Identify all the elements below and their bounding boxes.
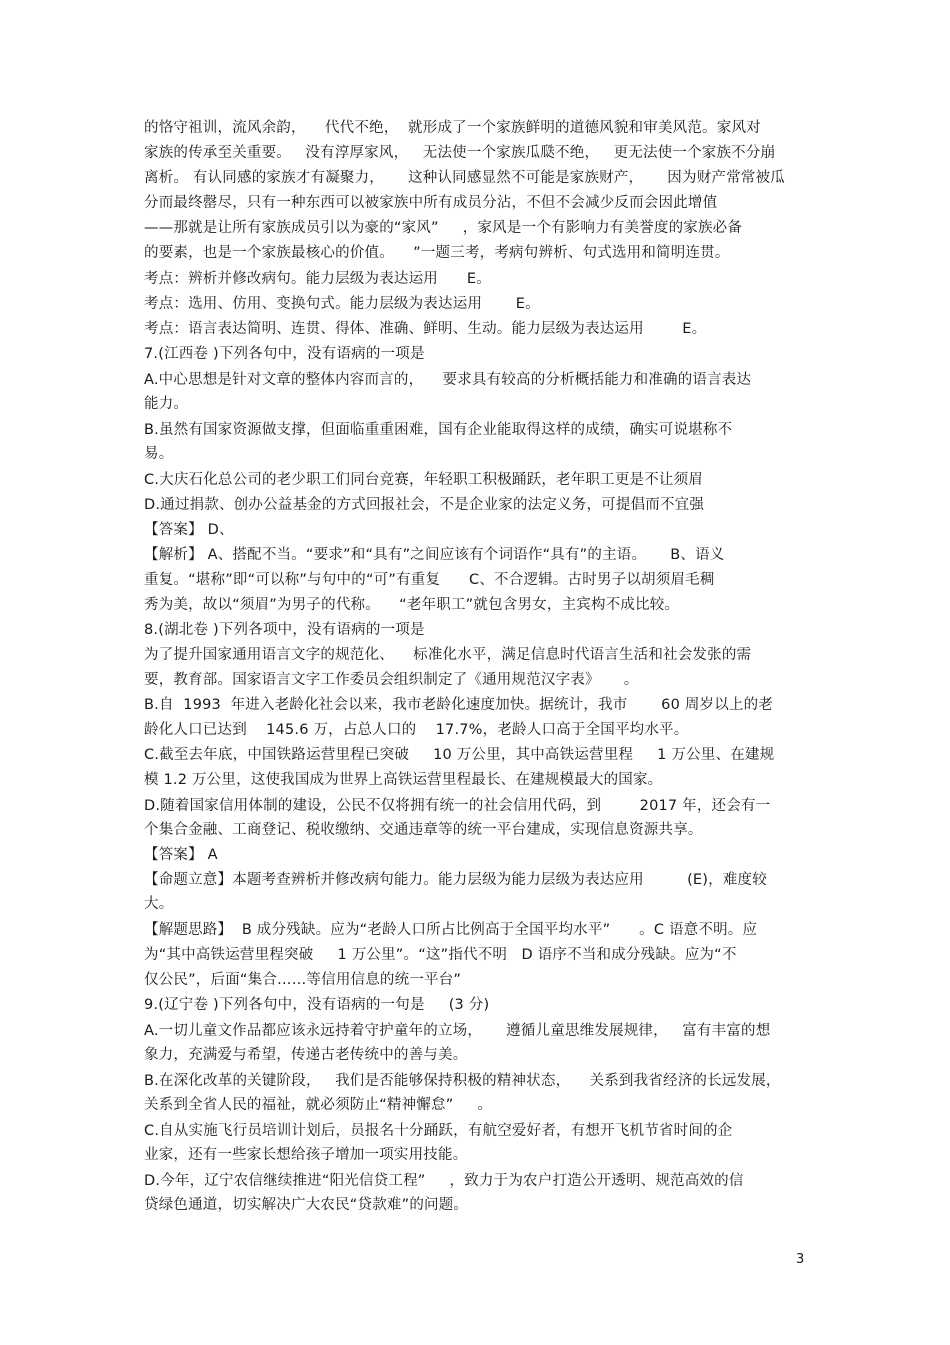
text-line: 【解题思路】 B 成分残缺。应为“老龄人口所占比例高于全国平均水平” 。C 语意不明。应: [144, 922, 758, 938]
text-line: 为了提升国家通用语言文字的规范化、 标准化水平，满足信息时代语言生活和社会发张的需: [144, 647, 752, 663]
text-line: C.截至去年底，中国铁路运营里程已突破 10 万公里，其中高铁运营里程 1 万公里、在建规: [144, 747, 775, 763]
text-line: 考点：选用、仿用、变换句式。能力层级为表达运用 E。: [144, 296, 540, 312]
text-line: 【命题立意】本题考查辨析并修改病句能力。能力层级为能力层级为表达应用 (E)，难度较: [144, 872, 767, 888]
text-line: 离析。 有认同感的家族才有凝聚力， 这种认同感显然不可能是家族财产， 因为财产常常被瓜: [144, 170, 785, 186]
text-line: 龄化人口已达到 145.6 万，占总人口的 17.7%，老龄人口高于全国平均水平。: [144, 722, 689, 738]
text-line: D.通过捐款、创办公益基金的方式回报社会，不是企业家的法定义务，可提倡而不宜强: [144, 497, 705, 513]
text-line: 8.(湖北卷 )下列各项中，没有语病的一项是: [144, 622, 425, 638]
text-line: 9.(辽宁卷 )下列各句中，没有语病的一句是 (3 分): [144, 997, 490, 1013]
text-line: A.中心思想是针对文章的整体内容而言的， 要求具有较高的分析概括能力和准确的语言表达: [144, 372, 752, 388]
text-line: 象力，充满爱与希望，传递古老传统中的善与美。: [144, 1047, 468, 1063]
text-line: 【解析】 A、搭配不当。“要求”和“具有”之间应该有个词语作“具有”的主语。 B、语义: [144, 547, 725, 563]
text-line: 要，教育部。国家语言文字工作委员会组织制定了《通用规范汉字表》 。: [144, 672, 639, 688]
text-line: 【答案】 D、: [144, 522, 234, 538]
text-line: B.虽然有国家资源做支撑，但面临重重困难，国有企业能取得这样的成绩，确实可说堪称不: [144, 422, 733, 438]
text-line: ——那就是让所有家族成员引以为豪的“家风” ，家风是一个有影响力有美誉度的家族必备: [144, 220, 743, 236]
page-number: 3: [796, 1252, 805, 1267]
text-line: 模 1.2 万公里，这使我国成为世界上高铁运营里程最长、在建规模最大的国家。: [144, 772, 663, 788]
text-line: 考点：语言表达简明、连贯、得体、准确、鲜明、生动。能力层级为表达运用 E。: [144, 321, 707, 337]
text-line: 贷绿色通道，切实解决广大农民“贷款难”的问题。: [144, 1197, 469, 1213]
text-line: 【答案】 A: [144, 847, 218, 863]
text-line: 秀为美，故以“须眉”为男子的代称。 “老年职工”就包含男女，主宾构不成比较。: [144, 597, 680, 613]
text-line: C.自从实施飞行员培训计划后，员报名十分踊跃，有航空爱好者，有想开飞机节省时间的企: [144, 1123, 733, 1139]
text-line: 易。: [144, 446, 174, 462]
text-line: 为“其中高铁运营里程突破 1 万公里”。“这”指代不明 D 语序不当和成分残缺。应为“不: [144, 947, 737, 963]
text-line: 重复。“堪称”即“可以称”与句中的“可”有重复 C、不合逻辑。古时男子以胡须眉毛稠: [144, 572, 715, 588]
text-line: D.随着国家信用体制的建设，公民不仅将拥有统一的社会信用代码，到 2017 年，还会有一: [144, 798, 771, 814]
text-line: B.在深化改革的关键阶段， 我们是否能够保持积极的精神状态， 关系到我省经济的长远发展，: [144, 1073, 781, 1089]
text-line: 仅公民”，后面“集合……等信用信息的统一平台”: [144, 972, 462, 988]
text-line: 家族的传承至关重要。 没有淳厚家风， 无法使一个家族瓜瓞不绝， 更无法使一个家族不分崩: [144, 145, 776, 161]
text-line: 能力。: [144, 396, 189, 412]
text-line: A.一切儿童文作品都应该永远持着守护童年的立场， 遵循儿童思维发展规律， 富有丰富的想: [144, 1023, 771, 1039]
text-line: 个集合金融、工商登记、税收缴纳、交通违章等的统一平台建成，实现信息资源共享。: [144, 822, 703, 838]
text-line: 的要素，也是一个家族最核心的价值。 ”一题三考，考病句辨析、句式选用和简明连贯。: [144, 245, 730, 261]
text-line: 的恪守祖训，流风余韵， 代代不绝， 就形成了一个家族鲜明的道德风貌和审美风范。家风对: [144, 120, 761, 136]
text-line: 考点：辨析并修改病句。能力层级为表达运用 E。: [144, 271, 491, 287]
text-line: B.自 1993 年进入老龄化社会以来，我市老龄化速度加快。据统计，我市 60 周岁以上的老: [144, 697, 774, 713]
text-line: 关系到全省人民的福祉，就必须防止“精神懈怠” 。: [144, 1097, 493, 1113]
text-line: C.大庆石化总公司的老少职工们同台竞赛，年轻职工积极踊跃，老年职工更是不让须眉: [144, 472, 704, 488]
text-line: 分而最终罄尽，只有一种东西可以被家族中所有成员分沾，不但不会减少反而会因此增值: [144, 195, 718, 211]
text-line: D.今年，辽宁农信继续推进“阳光信贷工程” ，致力于为农户打造公开透明、规范高效的信: [144, 1173, 744, 1189]
text-line: 大。: [144, 896, 174, 912]
text-line: 业家，还有一些家长想给孩子增加一项实用技能。: [144, 1147, 468, 1163]
text-line: 7.(江西卷 )下列各句中，没有语病的一项是: [144, 346, 425, 362]
